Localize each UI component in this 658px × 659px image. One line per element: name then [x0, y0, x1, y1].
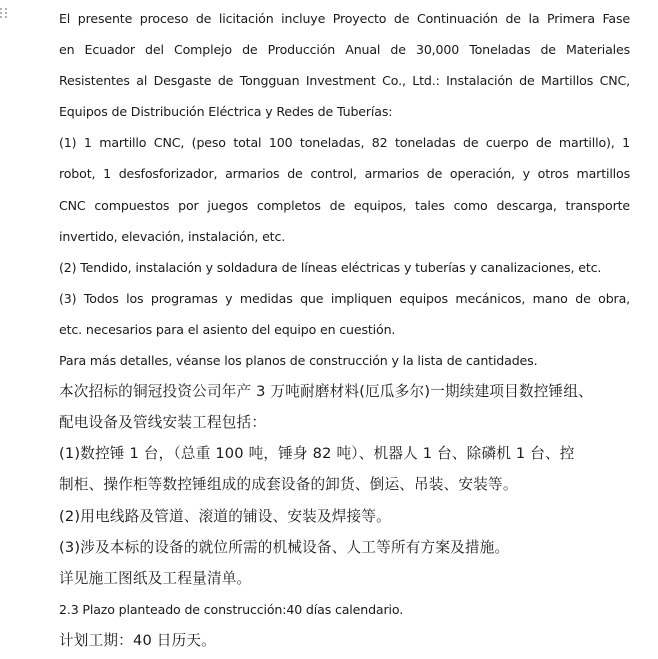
paragraph-line: (1) 1 martillo CNC, (peso total 100 toneladas, 82 toneladas de cuerpo de martillo), 1 [59, 135, 630, 151]
paragraph-line: (2) Tendido, instalación y soldadura de líneas eléctricas y tuberías y canalizaciones, etc. [59, 259, 602, 275]
paragraph-line: invertido, elevación, instalación, etc. [59, 228, 286, 244]
drag-handle-icon[interactable] [0, 8, 10, 20]
paragraph-line: (1)数控锤 1 台，（总重 100 吨，锤身 82 吨）、机器人 1 台、除磷机 1 台、控 [59, 445, 575, 463]
paragraph-line: El presente proceso de licitación incluye Proyecto de Continuación de la Primera Fase [59, 11, 630, 26]
paragraph-line: Equipos de Distribución Eléctrica y Redes de Tuberías: [59, 104, 393, 120]
paragraph-line: (3) Todos los programas y medidas que impliquen equipos mecánicos, mano de obra, [59, 290, 630, 306]
paragraph-line: (3)涉及本标的设备的就位所需的机械设备、人工等所有方案及措施。 [59, 538, 510, 556]
paragraph-line: 本次招标的铜冠投资公司年产 3 万吨耐磨材料(厄瓜多尔)一期续建项目数控锤组、 [59, 383, 593, 401]
paragraph-line: CNC compuestos por juegos completos de equipos, tales como descarga, transporte [59, 197, 630, 213]
paragraph-line: robot, 1 desfosforizador, armarios de control, armarios de operación, y otros martillos [59, 166, 630, 182]
paragraph-line: (2)用电线路及管道、滚道的铺设、安装及焊接等。 [59, 507, 391, 525]
paragraph-line: 制柜、操作柜等数控锤组成的成套设备的卸货、倒运、吊装、安装等。 [59, 476, 518, 494]
paragraph-line: 计划工期：40 日历天。 [59, 631, 216, 649]
paragraph-line: 详见施工图纸及工程量清单。 [59, 569, 252, 587]
document-body [59, 3, 630, 656]
paragraph-line: en Ecuador del Complejo de Producción Anual de 30,000 Toneladas de Materiales [59, 42, 630, 58]
paragraph-line: 2.3 Plazo planteado de construcción:40 días calendario. [59, 601, 404, 617]
paragraph-line: Resistentes al Desgaste de Tongguan Investment Co., Ltd.: Instalación de Martillos CNC, [59, 73, 630, 89]
paragraph-line: etc. necesarios para el asiento del equipo en cuestión. [59, 321, 396, 337]
paragraph-line: Para más detalles, véanse los planos de construcción y la lista de cantidades. [59, 353, 538, 369]
paragraph-line: 配电设备及管线安装工程包括： [59, 414, 267, 432]
